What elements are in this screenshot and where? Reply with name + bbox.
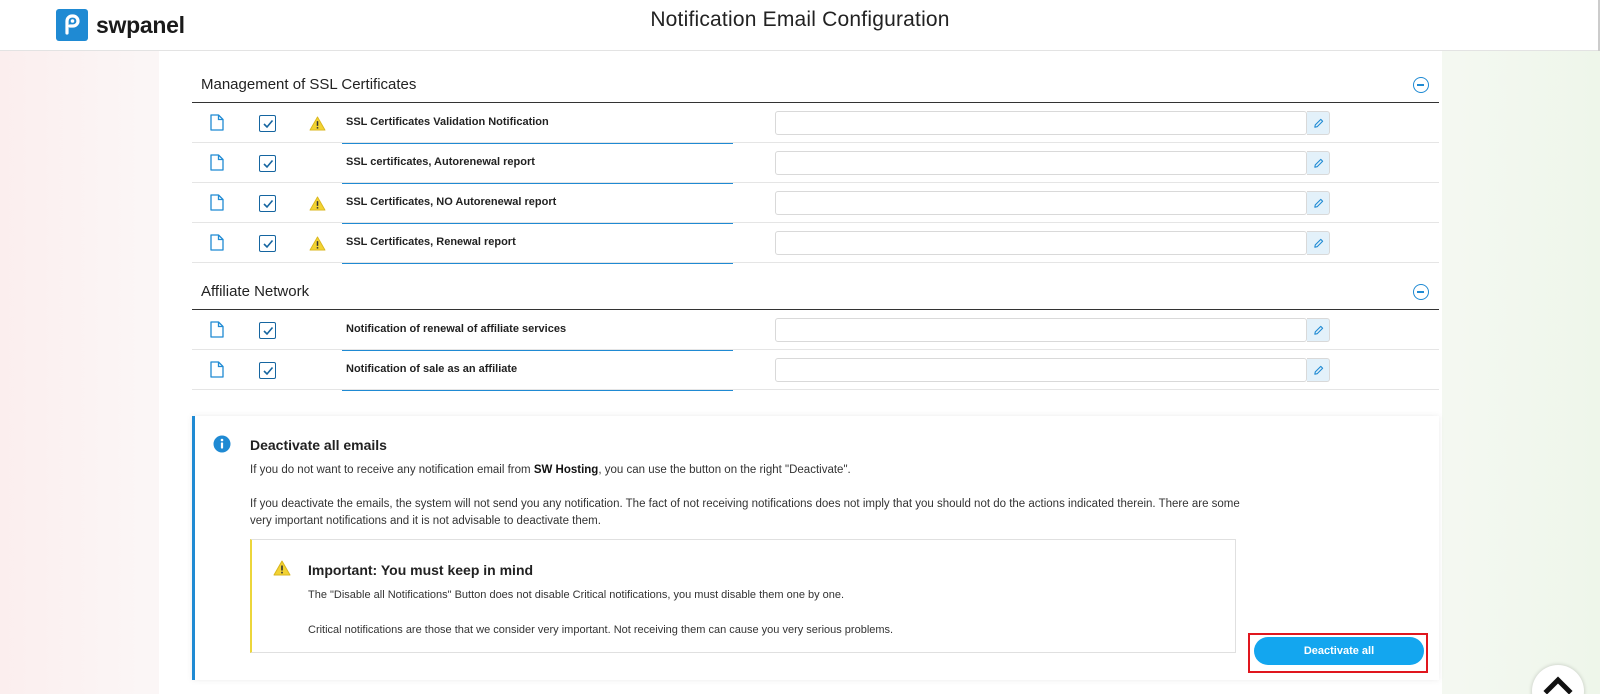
notification-email-input[interactable] [775,191,1307,215]
notification-label: SSL Certificates, Renewal report [342,223,733,264]
notification-email-input[interactable] [775,151,1307,175]
brand-name: SW Hosting [533,464,599,476]
deactivate-description: If you do not want to receive any notification email from SW Hosting, you can use the button on the right "Deactivate". [250,464,851,476]
section-0 [192,59,1439,263]
minus-circle-icon[interactable] [1413,77,1429,93]
document-icon[interactable] [210,194,224,216]
document-icon[interactable] [210,321,224,343]
notification-email-input[interactable] [775,358,1307,382]
notification-row [192,310,1439,350]
notification-row [192,223,1439,263]
section-title: Affiliate Network [201,283,310,300]
document-icon[interactable] [210,361,224,383]
notification-row [192,350,1439,390]
deactivate-title: Deactivate all emails [250,437,387,453]
pencil-icon[interactable] [1307,151,1330,175]
important-notice [250,539,1236,653]
notification-email-input[interactable] [775,231,1307,255]
important-text-1: The "Disable all Notifications" Button does not disable Critical notifications, you must disable them one by one. [308,589,845,601]
warning-icon [309,236,326,256]
document-icon[interactable] [210,114,224,136]
info-icon [213,435,231,458]
important-text-2: Critical notifications are those that we consider very important. Not receiving them can cause you very serious problems. [308,624,894,636]
document-icon[interactable] [210,234,224,256]
notification-checkbox[interactable] [259,195,276,212]
logo-text: swpanel [96,11,185,38]
page-title: Notification Email Configuration [650,8,950,31]
warning-icon [309,196,326,216]
warning-icon [273,560,291,581]
deactivate-warning-text: If you deactivate the emails, the system will not send you any notification. The fact of not receiving notifications does not imply that you should not do the actions indicated therein. There are some very important notifications and it is not advisable to deactivate them. [250,498,1240,527]
pencil-icon[interactable] [1307,358,1330,382]
notification-checkbox[interactable] [259,322,276,339]
scroll-to-top-button[interactable] [1532,665,1584,694]
section-header [192,59,1439,103]
notification-checkbox[interactable] [259,155,276,172]
pencil-icon[interactable] [1307,231,1330,255]
notification-email-input[interactable] [775,318,1307,342]
section-header [192,266,1439,310]
document-icon[interactable] [210,154,224,176]
notification-checkbox[interactable] [259,115,276,132]
pencil-icon[interactable] [1307,318,1330,342]
notification-label: SSL Certificates Validation Notification [342,103,733,144]
notification-email-input[interactable] [775,111,1307,135]
notification-label: Notification of renewal of affiliate services [342,310,733,351]
pencil-icon[interactable] [1307,111,1330,135]
minus-circle-icon[interactable] [1413,284,1429,300]
pencil-icon[interactable] [1307,191,1330,215]
notification-row [192,143,1439,183]
notification-label: SSL Certificates, NO Autorenewal report [342,183,733,224]
notification-row [192,103,1439,143]
section-1 [192,266,1439,390]
notification-checkbox[interactable] [259,235,276,252]
notification-checkbox[interactable] [259,362,276,379]
important-title: Important: You must keep in mind [308,562,534,578]
notification-label: Notification of sale as an affiliate [342,350,733,391]
section-title: Management of SSL Certificates [201,76,417,93]
notification-row [192,183,1439,223]
warning-icon [309,116,326,136]
chevron-up-icon [1543,665,1573,694]
top-bar [0,0,1600,51]
notification-label: SSL certificates, Autorenewal report [342,143,733,184]
deactivate-all-button[interactable]: Deactivate all [1254,637,1424,665]
